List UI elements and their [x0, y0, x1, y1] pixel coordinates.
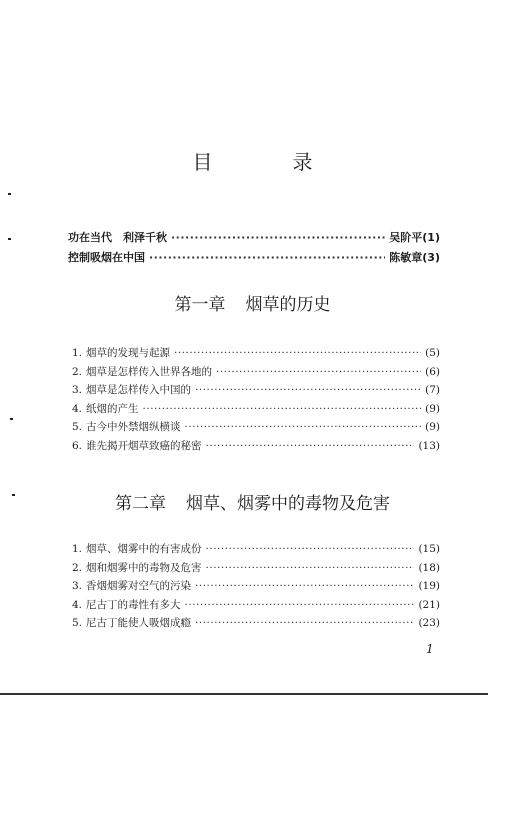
- toc-entry: [72, 345, 440, 364]
- dot-leader: [185, 599, 415, 611]
- entry-number: 6.: [72, 439, 83, 452]
- toc-entry: [72, 560, 440, 579]
- entry-page: (7): [425, 384, 440, 396]
- chapter-1-entries: [72, 345, 440, 456]
- chapter-2-subtitle: 烟草、烟雾中的毒物及危害: [186, 494, 390, 514]
- entry-page: (9): [425, 402, 440, 415]
- toc-entry: [72, 541, 440, 560]
- entry-number: 5.: [72, 617, 83, 629]
- entry-number: 4.: [72, 402, 83, 415]
- entry-label: 烟草是怎样传入中国的: [86, 384, 192, 396]
- chapter-1-number: 第一章: [174, 295, 226, 315]
- preface-entry-author: 吴阶平: [389, 231, 423, 244]
- entry-number: 2.: [72, 365, 83, 378]
- entry-label: 古今中外禁烟纵横谈: [86, 421, 181, 433]
- preface-entry-label: 控制吸烟在中国: [68, 251, 145, 264]
- toc-entry: [72, 597, 440, 616]
- entry-page: (9): [425, 421, 440, 433]
- dot-leader: [171, 231, 385, 244]
- toc-entry: [72, 401, 440, 420]
- entry-number: 5.: [72, 421, 83, 433]
- toc-entry: [72, 382, 440, 401]
- toc-entry: [72, 364, 440, 383]
- dot-leader: [174, 347, 421, 359]
- entry-number: 1.: [72, 543, 83, 555]
- chapter-2-number: 第二章: [115, 494, 166, 514]
- entry-number: 2.: [72, 561, 83, 574]
- dot-leader: [195, 384, 421, 396]
- entry-page: (23): [418, 617, 440, 629]
- toc-entry: [72, 419, 440, 438]
- entry-label: 尼古丁能使人吸烟成瘾: [86, 617, 192, 629]
- preface-entry-page: (1): [422, 231, 440, 244]
- toc-entry: [72, 578, 440, 597]
- preface-entry-label: 功在当代 利泽千秋: [68, 231, 167, 244]
- scan-edge-line: [0, 693, 488, 695]
- chapter-2-entries: [72, 541, 440, 634]
- chapter-1-subtitle: 烟草的历史: [245, 295, 331, 315]
- entry-number: 3.: [72, 580, 83, 592]
- entry-label: 香烟烟雾对空气的污染: [86, 580, 192, 592]
- dot-leader: [195, 580, 414, 592]
- dot-leader: [195, 617, 414, 629]
- dot-leader: [206, 543, 415, 555]
- preface-entry: [68, 249, 440, 269]
- entry-page: (18): [418, 561, 440, 574]
- dot-leader: [216, 366, 421, 378]
- scan-speck: [8, 193, 11, 195]
- entry-number: 4.: [72, 598, 83, 611]
- scan-speck: [8, 238, 11, 240]
- entry-page: (21): [418, 598, 440, 611]
- entry-label: 纸烟的产生: [86, 402, 139, 415]
- entry-label: 谁先揭开烟草致癌的秘密: [86, 439, 202, 452]
- chapter-2-heading: [0, 489, 505, 514]
- dot-leader: [206, 562, 415, 574]
- page-number: 1: [426, 642, 434, 656]
- preface-entry-page: (3): [422, 251, 440, 264]
- preface-entry: [68, 229, 440, 249]
- preface-entry-author: 陈敏章: [389, 251, 423, 264]
- entry-page: (13): [418, 439, 440, 452]
- entry-label: 烟草是怎样传入世界各地的: [86, 365, 213, 378]
- entry-number: 1.: [72, 347, 83, 359]
- preface-list: [68, 229, 440, 269]
- dot-leader: [185, 421, 422, 433]
- entry-page: (19): [418, 580, 440, 592]
- toc-title: 目 录: [192, 150, 343, 174]
- entry-label: 烟草的发现与起源: [86, 347, 171, 359]
- entry-number: 3.: [72, 384, 83, 396]
- entry-page: (6): [425, 365, 440, 378]
- toc-entry: [72, 615, 440, 634]
- entry-label: 烟草、烟雾中的有害成份: [86, 543, 202, 555]
- entry-page: (5): [425, 347, 440, 359]
- chapter-1-heading: [0, 290, 505, 315]
- toc-entry: [72, 438, 440, 457]
- scan-speck: [12, 494, 15, 496]
- entry-page: (15): [418, 543, 440, 555]
- entry-label: 烟和烟雾中的毒物及危害: [86, 561, 202, 574]
- dot-leader: [143, 403, 422, 415]
- scan-speck: [10, 418, 13, 420]
- dot-leader: [206, 440, 415, 452]
- dot-leader: [149, 251, 385, 264]
- entry-label: 尼古丁的毒性有多大: [86, 598, 181, 611]
